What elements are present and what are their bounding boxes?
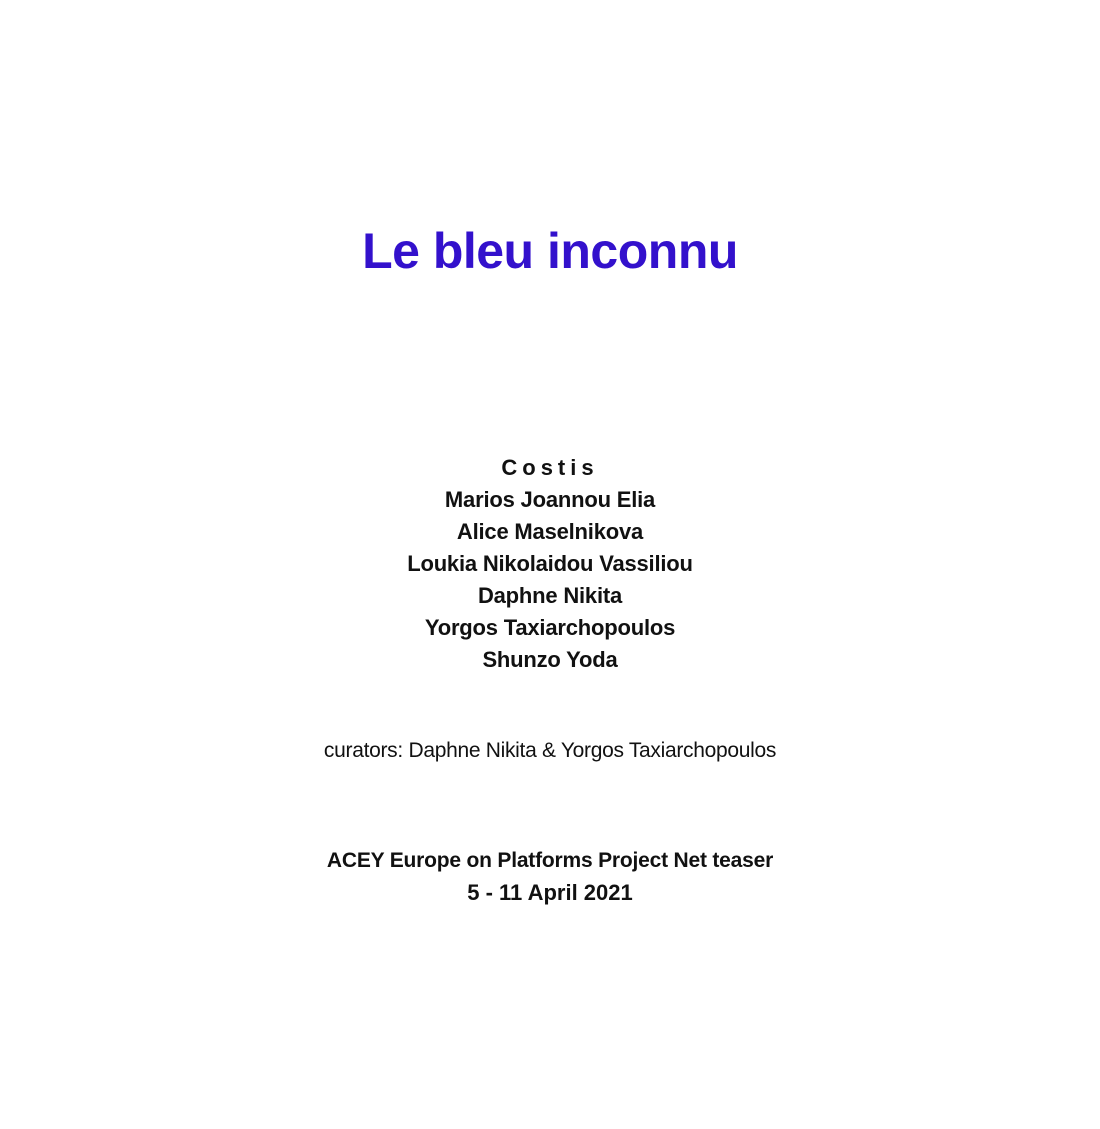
artist-name: Daphne Nikita bbox=[477, 583, 623, 608]
artist-name: Shunzo Yoda bbox=[482, 647, 618, 672]
artist-name: Yorgos Taxiarchopoulos bbox=[424, 615, 676, 640]
event-name: ACEY Europe on Platforms Project Net teaser bbox=[326, 849, 774, 872]
event-dates: 5 - 11 April 2021 bbox=[467, 880, 633, 905]
curators-credit: curators: Daphne Nikita & Yorgos Taxiarchopoulos bbox=[323, 739, 777, 762]
artist-name: Marios Joannou Elia bbox=[444, 487, 656, 512]
artist-list bbox=[0, 452, 1100, 676]
artist-name: Costis bbox=[501, 455, 599, 480]
artist-name: Loukia Nikolaidou Vassiliou bbox=[407, 551, 693, 576]
exhibition-title: Le bleu inconnu bbox=[362, 223, 738, 279]
artist-name: Alice Maselnikova bbox=[456, 519, 644, 544]
